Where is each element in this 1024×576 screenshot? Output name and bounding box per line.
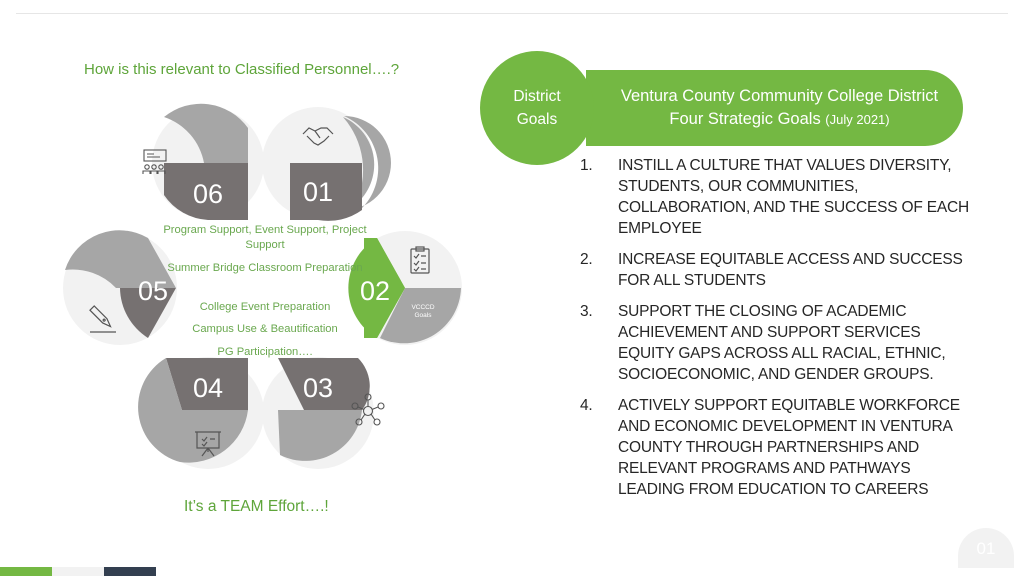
goals-list xyxy=(580,155,970,510)
goals-wheel xyxy=(0,0,480,576)
activity-item: Campus Use & Beautification xyxy=(192,323,338,335)
petal-number: 02 xyxy=(359,276,391,306)
team-effort-caption: It’s a TEAM Effort….! xyxy=(184,498,329,515)
petal-number: 04 xyxy=(192,373,224,403)
accent-bar-navy xyxy=(104,567,156,576)
goals-subtitle: Four Strategic Goals (July 2021) xyxy=(669,110,890,128)
district-title: Ventura County Community College District xyxy=(620,87,939,105)
goal-item: 4. ACTIVELY SUPPORT EQUITABLE WORKFORCE AND ECONOMIC DEVELOPMENT IN VENTURA COUNTY THROUGH PARTNERSHIPS AND RELEVANT PROGRAMS AND PATHWAYS LEADING FROM EDUCATION TO CAREERS xyxy=(580,397,960,498)
petal-06[interactable] xyxy=(143,104,264,220)
petal-number: 05 xyxy=(137,276,169,306)
goals-date: (July 2021) xyxy=(825,112,890,127)
accent-bar-light xyxy=(52,567,104,576)
goal-item: 1. INSTILL A CULTURE THAT VALUES DIVERSITY, STUDENTS, OUR COMMUNITIES, COLLABORATION, AND THE SUCCESS OF EACH EMPLOYEE xyxy=(580,157,969,237)
petal-number: 03 xyxy=(302,373,334,403)
strategic-goals-banner xyxy=(586,70,963,146)
page-number: 01 xyxy=(958,528,1014,568)
activity-item: Summer Bridge Classroom Preparation xyxy=(167,262,363,274)
vcccd-tag: VCCCD xyxy=(411,304,435,311)
goal-item: 2. INCREASE EQUITABLE ACCESS AND SUCCESS FOR ALL STUDENTS xyxy=(580,251,963,289)
goals-tag: Goals xyxy=(414,312,432,319)
district-goals-badge: District Goals xyxy=(480,51,594,165)
activity-item: College Event Preparation xyxy=(199,301,331,313)
petal-number: 06 xyxy=(192,179,224,209)
petal-04[interactable] xyxy=(138,357,264,469)
relevance-question: How is this relevant to Classified Personnel….? xyxy=(84,61,400,78)
petal-03[interactable] xyxy=(262,357,384,469)
goal-item: 3. SUPPORT THE CLOSING OF ACADEMIC ACHIEVEMENT AND SUPPORT SERVICES EQUITY GAPS ACROSS ALL RACIAL, ETHNIC, SOCIOECONOMIC, AND GENDER GROUPS. xyxy=(580,303,946,383)
petal-01[interactable] xyxy=(262,107,391,221)
accent-bar-green xyxy=(0,567,52,576)
activity-item: Program Support, Event Support, Project Support xyxy=(163,224,367,251)
activity-item: PG Participation…. xyxy=(217,346,313,358)
petal-number: 01 xyxy=(302,177,334,207)
